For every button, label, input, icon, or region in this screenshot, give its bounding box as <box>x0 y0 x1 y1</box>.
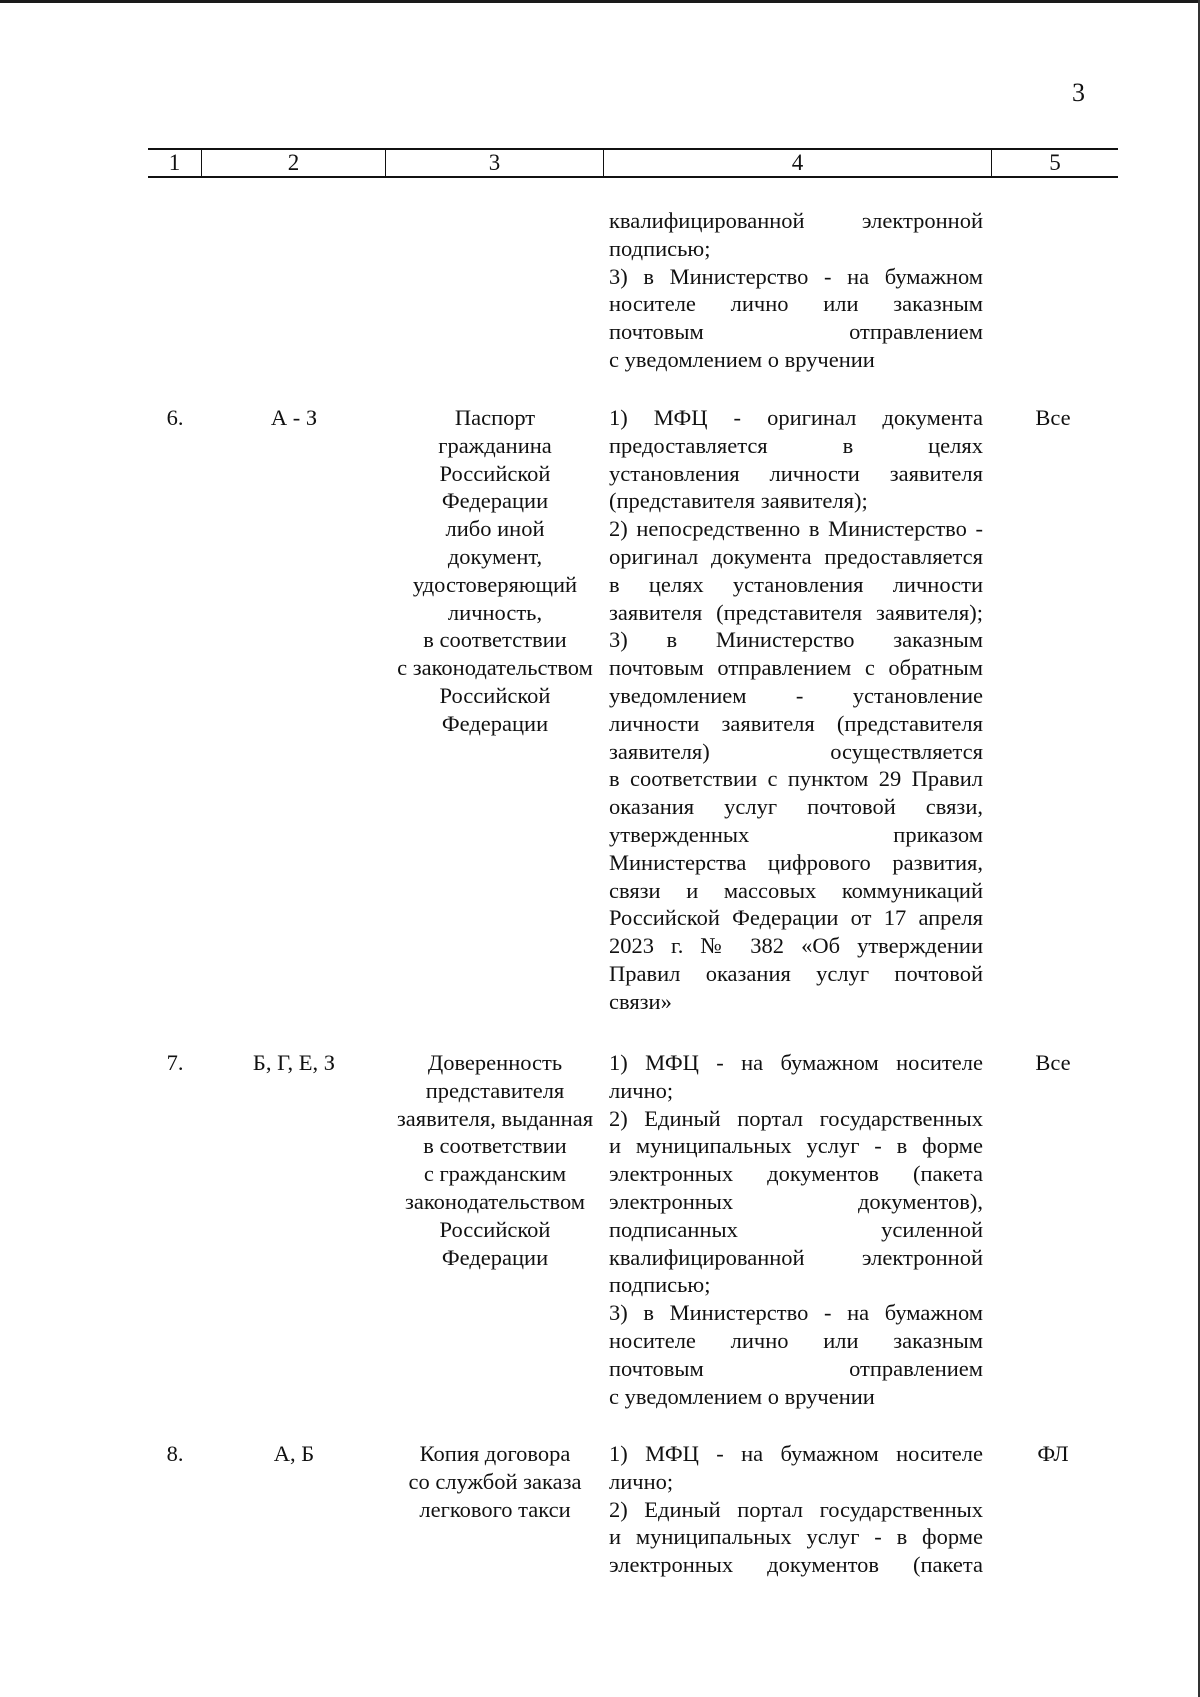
continuation-method-cell <box>609 207 983 374</box>
text-line: документ, <box>447 543 543 569</box>
scan-edge-top <box>0 0 1200 3</box>
row-8-method-cell <box>609 1440 983 1579</box>
text-line: в целях установления личности <box>609 571 983 597</box>
text-line: с уведомлением о вручении <box>609 1383 875 1409</box>
text-line: электронных документов), <box>609 1188 983 1214</box>
text-line: 2) Единый портал государственных <box>609 1105 983 1131</box>
text-line: носителе лично или заказным <box>609 1327 983 1353</box>
text-line: Российской <box>439 1216 551 1242</box>
text-line: 3) в Министерство - на бумажном <box>609 1300 983 1326</box>
text-line: подписью; <box>609 235 711 261</box>
page-number: 3 <box>1072 78 1085 107</box>
text-line: почтовым отправлением <box>609 319 983 345</box>
header-cell-2: 2 <box>202 150 386 176</box>
text-line: подписанных усиленной <box>609 1216 983 1242</box>
text-line: в соответствии <box>423 1133 567 1159</box>
text-line: личности заявителя (представителя <box>609 710 983 736</box>
text-line: гражданина <box>438 432 552 458</box>
text-line: и муниципальных услуг - в форме <box>609 1133 983 1159</box>
text-line: электронных документов (пакета <box>609 1552 983 1578</box>
row-8-document-cell <box>386 1440 604 1523</box>
text-line: электронных документов (пакета <box>609 1161 983 1187</box>
header-cell-4: 4 <box>604 150 992 176</box>
text-line: заявителя, выданная <box>396 1105 594 1131</box>
row-7-number: 7. <box>166 1050 184 1075</box>
text-line: квалифицированной электронной <box>609 208 983 233</box>
text-line: 3) в Министерство заказным <box>609 627 983 653</box>
text-line: лично; <box>609 1077 674 1103</box>
text-line: со службой заказа <box>408 1468 582 1494</box>
text-line: с уведомлением о вручении <box>609 346 875 372</box>
text-line: удостоверяющий <box>412 571 578 597</box>
text-line: Федерации <box>441 710 549 736</box>
text-line: либо иной <box>445 516 545 542</box>
text-line: заявителя) осуществляется <box>609 738 983 764</box>
header-cell-5: 5 <box>1049 150 1061 175</box>
table-header-row <box>148 148 1118 178</box>
row-7-document-cell <box>386 1049 604 1271</box>
text-line: носителе лично или заказным <box>609 291 983 317</box>
row-8-categories: А, Б <box>273 1441 315 1466</box>
text-line: Правил оказания услуг почтовой <box>609 960 983 986</box>
text-line: с гражданским <box>423 1161 567 1187</box>
text-line: почтовым отправлением <box>609 1355 983 1381</box>
header-cell-3: 3 <box>386 150 604 176</box>
text-line: 1) МФЦ - на бумажном носителе <box>609 1441 983 1466</box>
text-line: Федерации <box>441 488 549 514</box>
text-line: лично; <box>609 1468 674 1494</box>
text-line: в соответствии с пунктом 29 Правил <box>609 766 983 792</box>
text-line: легкового такси <box>419 1496 571 1522</box>
text-line: Доверенность <box>427 1050 563 1075</box>
text-line: связи и массовых коммуникаций <box>609 877 983 903</box>
text-line: 1) МФЦ - на бумажном носителе <box>609 1050 983 1075</box>
text-line: 2) Единый портал государственных <box>609 1496 983 1522</box>
text-line: уведомлением - установление <box>609 682 983 708</box>
text-line: личность, <box>447 599 543 625</box>
text-line: установления личности заявителя <box>609 460 983 486</box>
row-6-applicants: Все <box>1035 405 1071 430</box>
text-line: Российской <box>439 460 551 486</box>
text-line: заявителя (представителя заявителя); <box>609 599 983 625</box>
header-cell-1: 1 <box>148 150 202 176</box>
row-8-applicants: ФЛ <box>1037 1441 1069 1466</box>
row-6-categories: А - З <box>270 405 318 430</box>
text-line: оказания услуг почтовой связи, <box>609 794 983 820</box>
text-line: 1) МФЦ - оригинал документа <box>609 405 983 430</box>
text-line: Российской <box>439 682 551 708</box>
text-line: Российской Федерации от 17 апреля <box>609 905 983 931</box>
row-6-method-cell <box>609 404 983 1016</box>
text-line: с законодательством <box>397 655 593 681</box>
text-line: оригинал документа предоставляется <box>609 543 983 569</box>
text-line: Копия договора <box>419 1441 571 1466</box>
text-line: подписью; <box>609 1272 711 1298</box>
text-line: 2023 г. № 382 «Об утверждении <box>609 933 983 959</box>
text-line: в соответствии <box>423 627 567 653</box>
text-line: 2) непосредственно в Министерство - <box>609 516 983 542</box>
text-line: законодательством <box>404 1188 586 1214</box>
text-line: утвержденных приказом <box>609 821 983 847</box>
text-line: квалифицированной электронной <box>609 1244 983 1270</box>
row-8-number: 8. <box>166 1441 184 1466</box>
text-line: (представителя заявителя); <box>609 488 868 514</box>
row-6-document-cell <box>386 404 604 738</box>
row-7-applicants: Все <box>1035 1050 1071 1075</box>
row-7-method-cell <box>609 1049 983 1410</box>
text-line: Федерации <box>441 1244 549 1270</box>
row-7-categories: Б, Г, Е, З <box>252 1050 336 1075</box>
text-line: предоставляется в целях <box>609 432 983 458</box>
text-line: и муниципальных услуг - в форме <box>609 1524 983 1550</box>
text-line: представителя <box>425 1077 565 1103</box>
text-line: Паспорт <box>454 405 536 430</box>
text-line: 3) в Министерство - на бумажном <box>609 263 983 289</box>
text-line: связи» <box>609 988 672 1014</box>
text-line: почтовым отправлением с обратным <box>609 655 983 681</box>
text-line: Министерства цифрового развития, <box>609 849 983 875</box>
row-6-number: 6. <box>166 405 184 430</box>
